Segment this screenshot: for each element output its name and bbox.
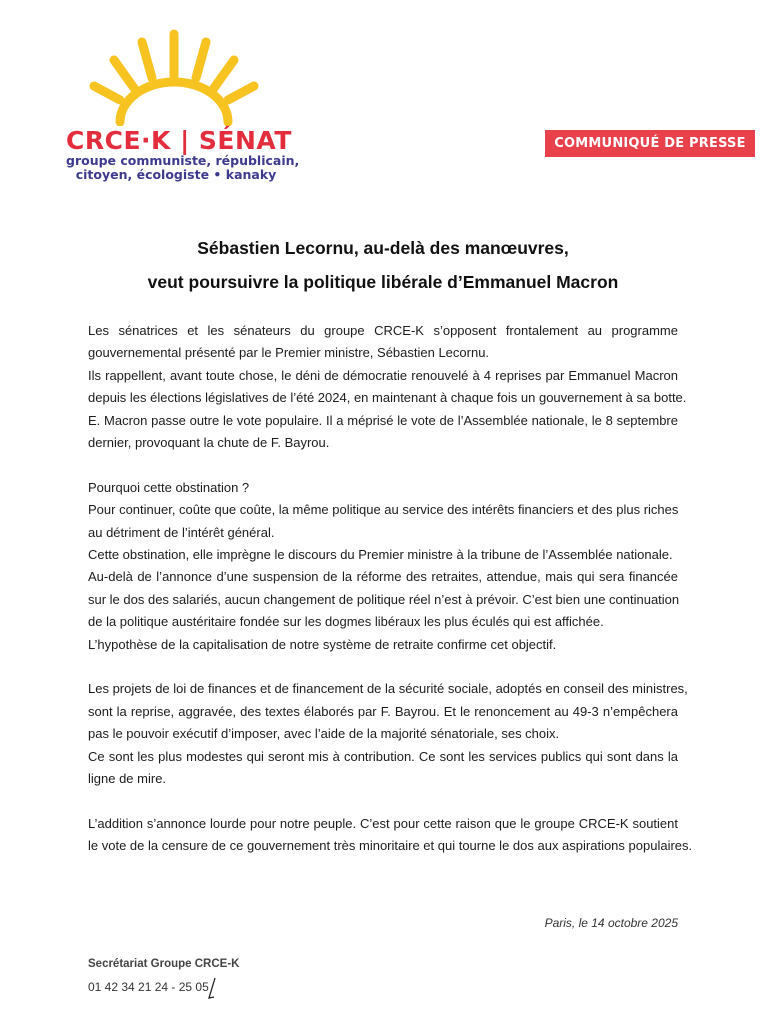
contact-phone: 01 42 34 21 24 - 25 05 — [88, 980, 209, 994]
paragraph-3: Les projets de loi de finances et de financement de la sécurité sociale, adoptés en conseil des ministres, sont la reprise, aggravée, des textes élaborés par F. Bayrou. Et le renoncement au 49-3 n’empêchera pas le pouvoir exécutif d’imposer, avec l’aide de la majorité sénatoriale, ses choix. Ce sont les plus modestes qui seront mis à contribution. Ce sont les services publics qui sont dans la ligne de mire. — [88, 681, 688, 787]
signature-mark-icon — [205, 976, 219, 1002]
crce-k-logo — [60, 26, 300, 186]
contact-title: Secrétariat Groupe CRCE-K — [88, 958, 240, 970]
logo-wordmark: CRCE·K | SÉNAT — [66, 126, 292, 155]
document-body — [88, 320, 693, 880]
logo-subtitle: groupe communiste, républicain, citoyen, écologiste • kanaky — [66, 153, 300, 182]
paragraph-1: Les sénatrices et les sénateurs du groupe CRCE-K s’opposent frontalement au programme gouvernemental présenté par le Premier ministre, Sébastien Lecornu. Ils rappellent, avant toute chose, le déni de démocratie renouvelé à 4 reprises par Emmanuel Macron depuis les élections législatives de l’été 2024, en maintenant à chaque fois un gouvernement à sa botte. E. Macron passe outre le vote populaire. Il a méprisé le vote de l’Assemblée nationale, le 8 septembre dernier, provoquant la chute de F. Bayrou. — [88, 323, 687, 451]
sun-rays-icon — [76, 26, 276, 126]
press-release-badge: COMMUNIQUÉ DE PRESSE — [545, 130, 755, 157]
document-title: Sébastien Lecornu, au-delà des manœuvres, veut poursuivre la politique libérale d’Emmanuel Macron — [147, 238, 619, 292]
paragraph-4: L’addition s’annonce lourde pour notre peuple. C’est pour cette raison que le groupe CRCE-K soutient le vote de la censure de ce gouvernement très minoritaire et qui tourne le dos aux aspirations populaires. — [88, 815, 693, 854]
paragraph-2: Pourquoi cette obstination ? Pour continuer, coûte que coûte, la même politique au service des intérêts financiers et des plus riches au détriment de l’intérêt général. Cette obstination, elle imprègne le discours du Premier ministre à la tribune de l’Assemblée nationale. Au-delà de l’annonce d’une suspension de la réforme des retraites, attendue, mais qui sera financée sur le dos des salariés, aucun changement de politique réel n’est à prévoir. C’est bien une continuation de la politique austéritaire fondée sur les dogmes libéraux les plus éculés qui est affichée. L’hypothèse de la capitalisation de notre système de retraite confirme cet objectif. — [88, 479, 680, 652]
place-and-date: Paris, le 14 octobre 2025 — [544, 916, 678, 930]
